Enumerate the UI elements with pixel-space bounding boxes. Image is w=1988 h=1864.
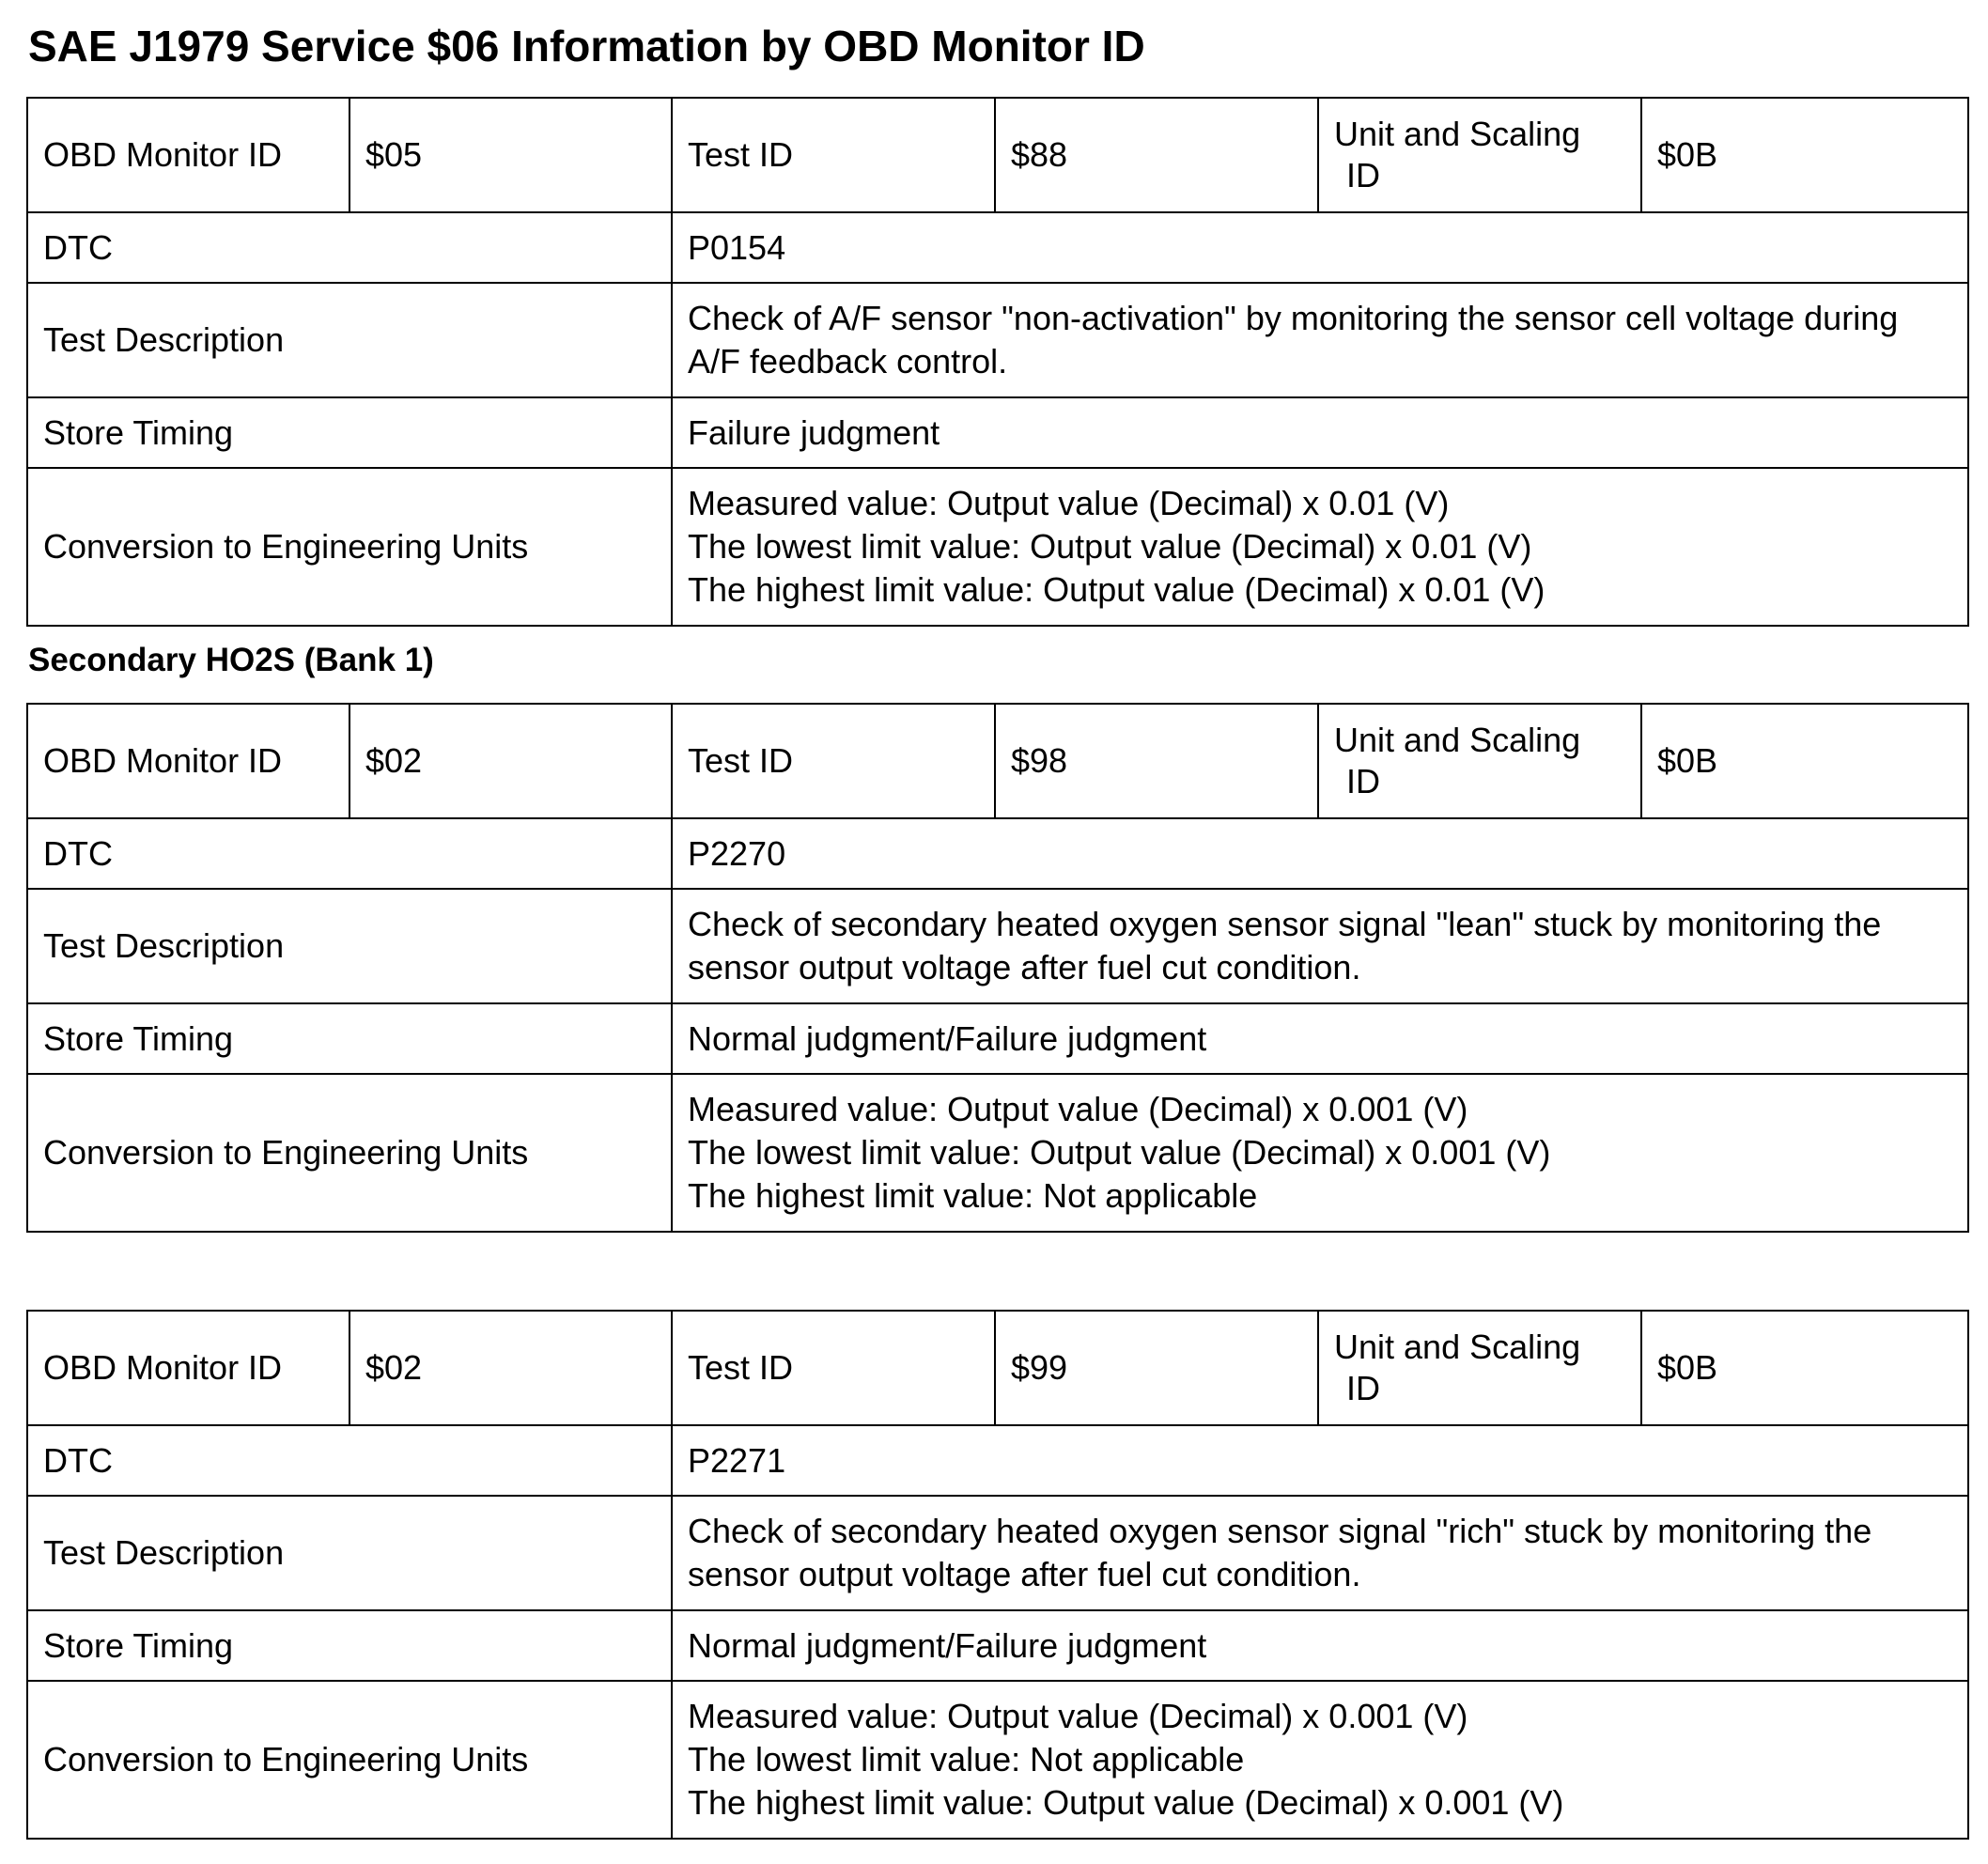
dtc-label: DTC	[27, 212, 672, 283]
conversion-value	[672, 468, 1968, 626]
unit-scaling-label-line1: Unit and Scaling	[1334, 721, 1581, 759]
conversion-highest-line: The highest limit value: Output value (Decimal) x 0.01 (V)	[688, 570, 1545, 609]
unit-scaling-label-line2: ID	[1346, 1369, 1380, 1407]
obd-monitor-id-value: $02	[349, 704, 672, 818]
table-row	[27, 283, 1968, 397]
unit-scaling-id-value: $0B	[1641, 704, 1968, 818]
table-row	[27, 212, 1968, 283]
store-timing-label: Store Timing	[27, 1003, 672, 1074]
table-row	[27, 1425, 1968, 1496]
obd-info-table-p2271	[26, 1310, 1969, 1840]
table-row	[27, 1681, 1968, 1839]
test-id-value: $99	[995, 1311, 1318, 1425]
conversion-measured-line: Measured value: Output value (Decimal) x 0.001 (V)	[688, 1697, 1468, 1735]
table-row	[27, 468, 1968, 626]
store-timing-value: Normal judgment/Failure judgment	[672, 1610, 1968, 1681]
test-id-value: $88	[995, 98, 1318, 212]
dtc-label: DTC	[27, 818, 672, 889]
conversion-label: Conversion to Engineering Units	[27, 1681, 672, 1839]
unit-scaling-id-label	[1318, 704, 1641, 818]
conversion-measured-line: Measured value: Output value (Decimal) x 0.001 (V)	[688, 1090, 1468, 1128]
table-row	[27, 1074, 1968, 1232]
conversion-label: Conversion to Engineering Units	[27, 1074, 672, 1232]
unit-scaling-label-line2: ID	[1346, 156, 1380, 194]
conversion-measured-line: Measured value: Output value (Decimal) x 0.01 (V)	[688, 484, 1450, 522]
test-id-label: Test ID	[672, 98, 995, 212]
test-id-value: $98	[995, 704, 1318, 818]
test-description-value: Check of A/F sensor "non-activation" by monitoring the sensor cell voltage during A/F feedback control.	[672, 283, 1968, 397]
table-row	[27, 889, 1968, 1003]
dtc-value: P2271	[672, 1425, 1968, 1496]
table-row	[27, 1496, 1968, 1610]
unit-scaling-label-line1: Unit and Scaling	[1334, 115, 1581, 153]
dtc-value: P2270	[672, 818, 1968, 889]
test-id-label: Test ID	[672, 1311, 995, 1425]
unit-scaling-id-label	[1318, 98, 1641, 212]
test-description-value: Check of secondary heated oxygen sensor signal "rich" stuck by monitoring the sensor output voltage after fuel cut condition.	[672, 1496, 1968, 1610]
unit-scaling-label-line2: ID	[1346, 762, 1380, 800]
conversion-label: Conversion to Engineering Units	[27, 468, 672, 626]
unit-scaling-id-label	[1318, 1311, 1641, 1425]
table-row	[27, 98, 1968, 212]
obd-monitor-id-value: $05	[349, 98, 672, 212]
dtc-label: DTC	[27, 1425, 672, 1496]
table-row	[27, 704, 1968, 818]
conversion-lowest-line: The lowest limit value: Output value (Decimal) x 0.001 (V)	[688, 1133, 1551, 1172]
unit-scaling-label-line1: Unit and Scaling	[1334, 1328, 1581, 1366]
conversion-value	[672, 1074, 1968, 1232]
conversion-highest-line: The highest limit value: Output value (Decimal) x 0.001 (V)	[688, 1783, 1564, 1822]
conversion-value	[672, 1681, 1968, 1839]
section-heading: Secondary HO2S (Bank 1)	[28, 642, 434, 678]
store-timing-label: Store Timing	[27, 1610, 672, 1681]
conversion-lowest-line: The lowest limit value: Output value (Decimal) x 0.01 (V)	[688, 527, 1532, 566]
table-row	[27, 397, 1968, 468]
table-row	[27, 1311, 1968, 1425]
dtc-value: P0154	[672, 212, 1968, 283]
table-row	[27, 1610, 1968, 1681]
test-description-label: Test Description	[27, 889, 672, 1003]
test-description-label: Test Description	[27, 283, 672, 397]
unit-scaling-id-value: $0B	[1641, 98, 1968, 212]
obd-monitor-id-label: OBD Monitor ID	[27, 98, 349, 212]
obd-monitor-id-label: OBD Monitor ID	[27, 704, 349, 818]
obd-info-table-p2270	[26, 703, 1969, 1233]
obd-monitor-id-label: OBD Monitor ID	[27, 1311, 349, 1425]
page-title: SAE J1979 Service $06 Information by OBD Monitor ID	[28, 22, 1145, 70]
test-id-label: Test ID	[672, 704, 995, 818]
conversion-highest-line: The highest limit value: Not applicable	[688, 1176, 1258, 1215]
test-description-label: Test Description	[27, 1496, 672, 1610]
store-timing-value: Normal judgment/Failure judgment	[672, 1003, 1968, 1074]
table-row	[27, 818, 1968, 889]
obd-info-table-p0154	[26, 97, 1969, 627]
test-description-value: Check of secondary heated oxygen sensor signal "lean" stuck by monitoring the sensor output voltage after fuel cut condition.	[672, 889, 1968, 1003]
store-timing-value: Failure judgment	[672, 397, 1968, 468]
conversion-lowest-line: The lowest limit value: Not applicable	[688, 1740, 1245, 1779]
store-timing-label: Store Timing	[27, 397, 672, 468]
obd-monitor-id-value: $02	[349, 1311, 672, 1425]
unit-scaling-id-value: $0B	[1641, 1311, 1968, 1425]
table-row	[27, 1003, 1968, 1074]
